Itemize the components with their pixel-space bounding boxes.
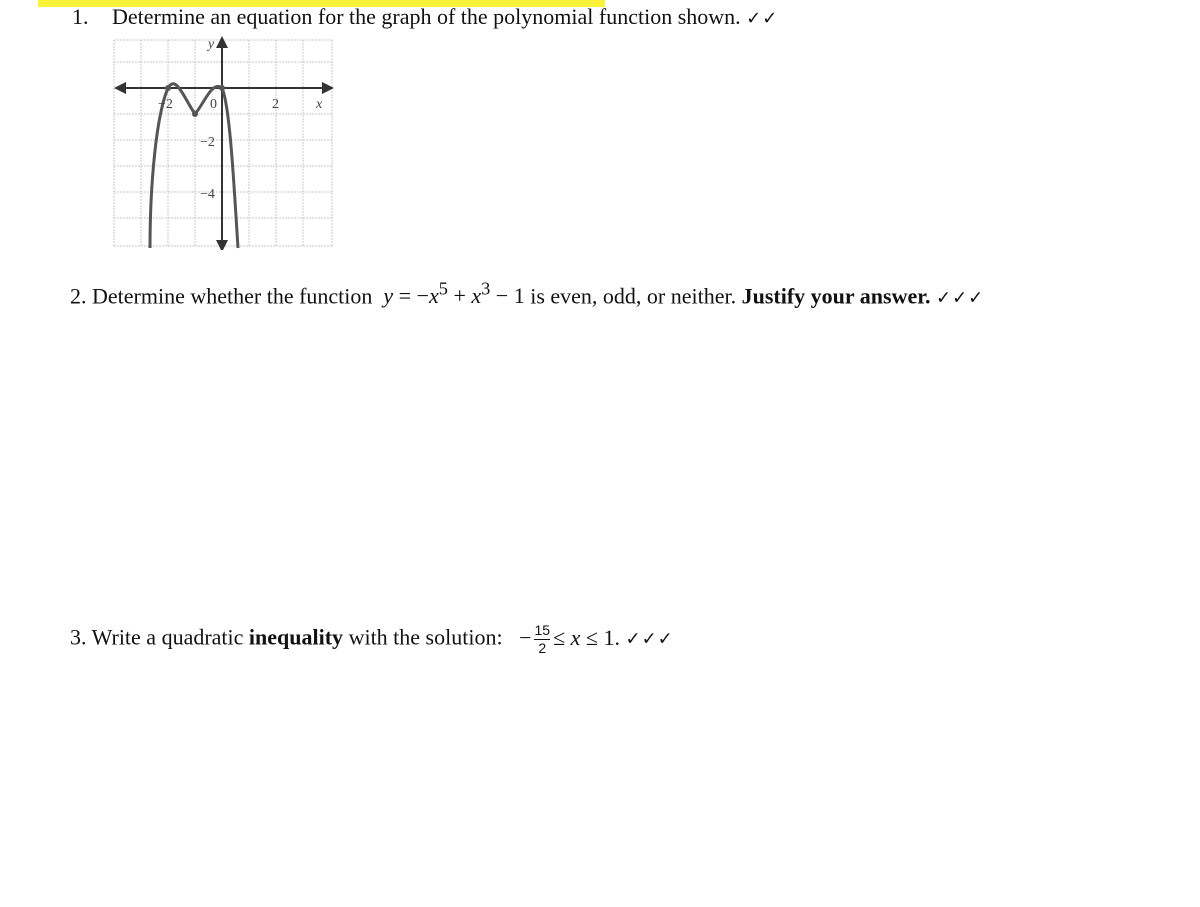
question-3 [70, 622, 674, 657]
eq-x2: x [471, 283, 482, 309]
question-1-text: Determine an equation for the graph of the polynomial function shown. [112, 4, 741, 29]
y-axis-label: y [208, 37, 215, 52]
question-3-solution [519, 622, 620, 656]
tick-x-2: 2 [272, 97, 279, 112]
question-1 [72, 4, 778, 30]
tick-y-neg4: −4 [200, 187, 215, 202]
eq-plus: + [447, 283, 472, 309]
question-2-equation [378, 279, 525, 309]
question-2-text: 2. Determine whether the function [70, 283, 373, 309]
tick-x-neg2: −2 [158, 97, 173, 112]
polynomial-graph [112, 36, 336, 250]
solution-x: x [570, 624, 581, 650]
frac-denominator: 2 [534, 639, 550, 657]
question-3-text: 3. Write a quadratic [70, 624, 244, 650]
question-3-bold: inequality [248, 624, 344, 650]
x-axis-label: x [316, 97, 323, 112]
eq-power-3: 3 [481, 279, 491, 299]
eq-y: y [383, 283, 394, 309]
upper-bound: 1. [603, 624, 620, 650]
question-3-text-after: with the solution: [348, 624, 503, 650]
tick-x-0: 0 [210, 97, 217, 112]
leq-2: ≤ [585, 624, 598, 650]
eq-minus-1: − 1 [490, 283, 525, 309]
question-2-bold: Justify your answer. [741, 283, 931, 309]
eq-power-5: 5 [438, 279, 448, 299]
question-2-checkmarks: ✓✓✓ [935, 287, 985, 309]
question-2-text-after: is even, odd, or neither. [530, 283, 737, 309]
graph-canvas [112, 36, 336, 250]
question-3-checkmarks: ✓✓✓ [625, 628, 674, 650]
point-neg2-0 [165, 85, 171, 91]
fraction [534, 622, 550, 657]
eq-x1: x [429, 283, 439, 309]
question-1-checkmarks: ✓✓ [746, 8, 779, 29]
leq-1: ≤ [553, 624, 566, 650]
frac-minus: − [519, 624, 532, 650]
point-origin [219, 85, 225, 91]
frac-numerator: 15 [534, 622, 551, 638]
question-2 [70, 279, 984, 309]
point-min [192, 111, 198, 117]
question-1-number: 1. [72, 4, 89, 29]
eq-equals-minus: = − [393, 283, 429, 309]
tick-y-neg2: −2 [200, 135, 215, 150]
